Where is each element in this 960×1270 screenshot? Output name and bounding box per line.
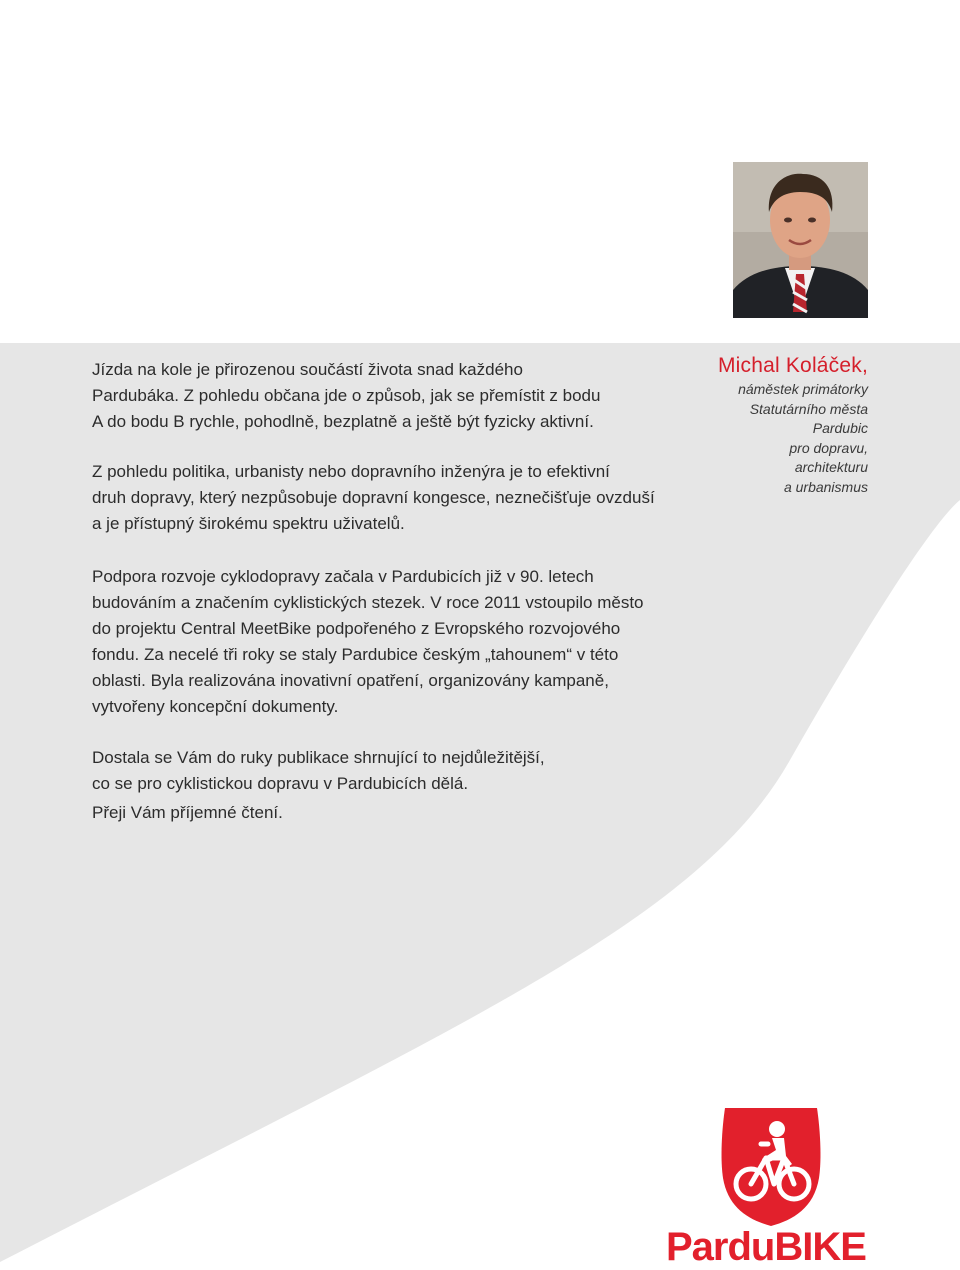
- intro-paragraph: Podpora rozvoje cyklodopravy začala v Pardubicích již v 90. letech budováním a značením cyklistických stezek. V roce 2011 vstoupilo město do projektu Central MeetBike podpořeného z Evropského rozvojového fondu. Za necelé tři roky se staly Pardubice českým „tahounem“ v této oblasti. Byla realizována inovativní opatření, organizovány kampaně, vytvořeny koncepční dokumenty.: [92, 567, 644, 716]
- intro-paragraph: Z pohledu politika, urbanisty nebo dopravního inženýra je to efektivní druh dopravy, který nezpůsobuje dopravní kongesce, neznečišťuje ovzduší a je přístupný širokému spektru uživatelů.: [92, 462, 655, 533]
- intro-paragraph: Dostala se Vám do ruky publikace shrnující to nejdůležitější, co se pro cyklistickou dopravu v Pardubicích dělá.: [92, 748, 545, 793]
- intro-paragraph: Jízda na kole je přirozenou součástí života snad každého Pardubáka. Z pohledu občana jde o způsob, jak se přemístit z bodu A do bodu B rychle, pohodlně, bezplatně a ještě být fyzicky aktivní.: [92, 360, 601, 431]
- closing-line: Přeji Vám příjemné čtení.: [92, 803, 283, 822]
- author-block: [690, 352, 868, 497]
- pardubike-wordmark: ParduBIKE: [666, 1225, 866, 1269]
- author-portrait: [733, 162, 868, 318]
- author-role: náměstek primátorky Statutárního města Pardubic pro dopravu, architekturu a urbanismus: [738, 381, 868, 495]
- author-name: Michal Koláček,: [717, 354, 868, 377]
